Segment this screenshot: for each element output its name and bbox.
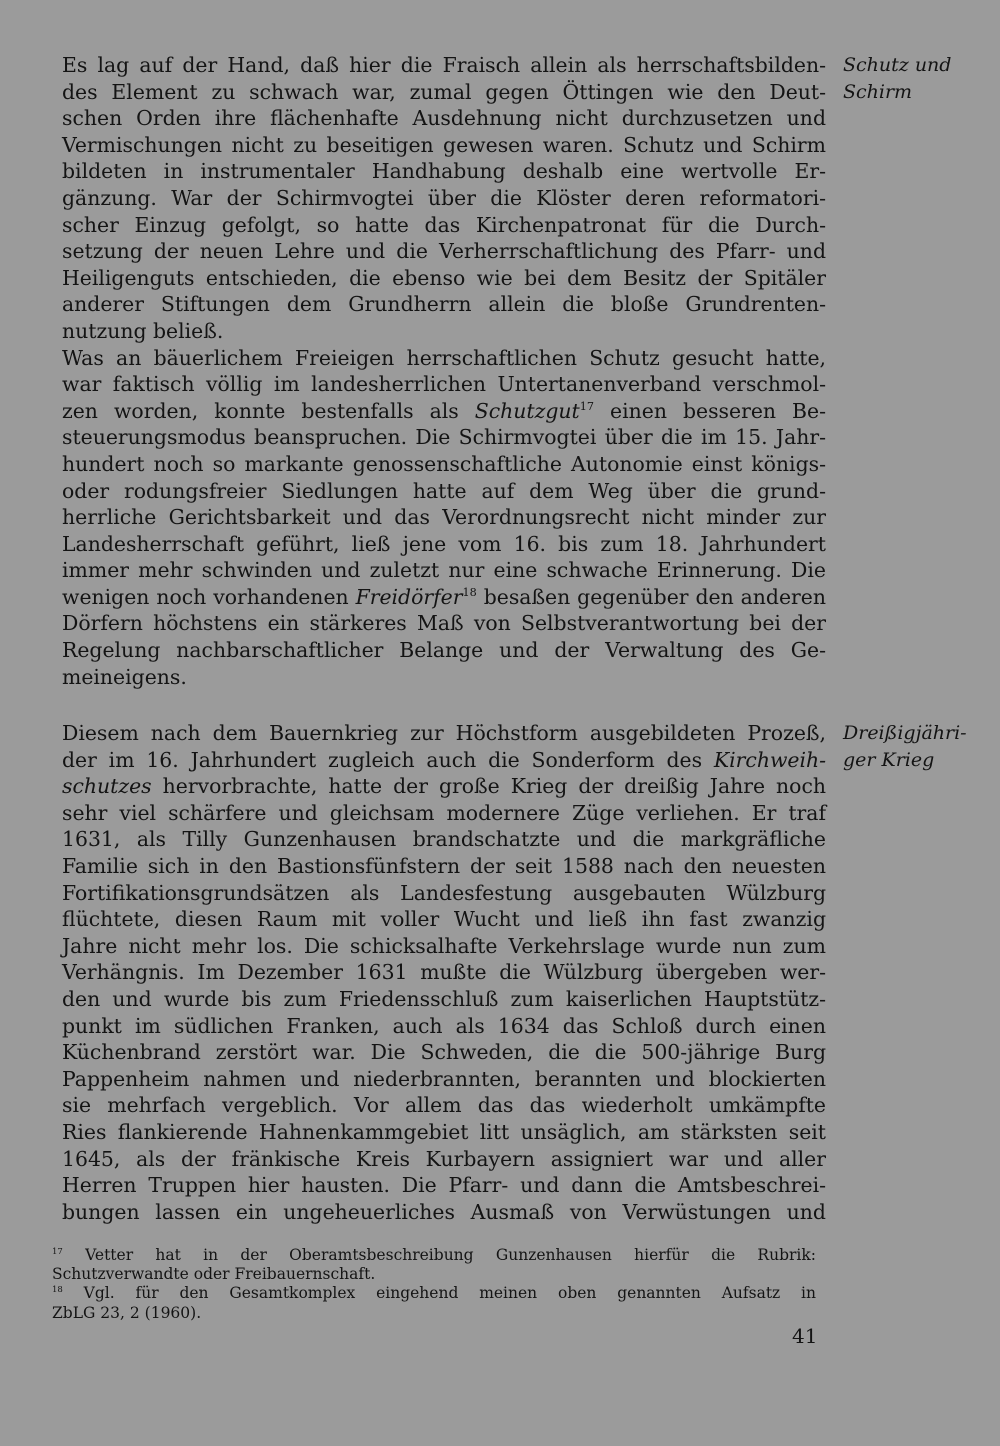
text-line: herrliche Gerichtsbarkeit und das Verordnungsrecht nicht minder zur	[62, 505, 826, 530]
text-line: 1645, als der fränkische Kreis Kurbayern assigniert war und aller	[62, 1146, 826, 1171]
text-line: Jahre nicht mehr los. Die schicksalhafte Verkehrslage wurde nun zum	[62, 933, 826, 958]
text-line: steuerungsmodus beanspruchen. Die Schirmvogtei über die im 15. Jahr-	[62, 425, 826, 450]
paragraph-3	[62, 720, 826, 1225]
margin-note-line: ger Krieg	[843, 748, 935, 771]
text-line: bungen lassen ein ungeheuerliches Ausmaß von Verwüstungen und	[62, 1199, 826, 1224]
footnote-17-cont: Schutzverwandte oder Freibauernschaft.	[52, 1265, 376, 1284]
text-line: Diesem nach dem Bauernkrieg zur Höchstform ausgebildeten Prozeß,	[62, 721, 826, 745]
text-line: setzung der neuen Lehre und die Verherrschaftlichung des Pfarr- und	[62, 239, 826, 264]
text-line: Dörfern höchstens ein stärkeres Maß von Selbstverantwortung bei der	[62, 611, 826, 636]
text-line: 1631, als Tilly Gunzenhausen brandschatzte und die markgräfliche	[62, 827, 826, 852]
text-line: bildeten in instrumentaler Handhabung deshalb eine wertvolle Er-	[62, 159, 826, 184]
emphasis-schutzes: schutzes	[62, 774, 152, 799]
footnote-18-cont: ZbLG 23, 2 (1960).	[52, 1303, 202, 1322]
text-line: Verhängnis. Im Dezember 1631 mußte die Wülzburg übergeben wer-	[62, 960, 826, 985]
text-line: Was an bäuerlichem Freieigen herrschaftlichen Schutz gesucht hatte,	[62, 345, 826, 370]
margin-note-line: Schirm	[843, 80, 913, 103]
footnote-ref-17: 17	[579, 399, 595, 413]
text-line: Pappenheim nahmen und niederbrannten, berannten und blockierten	[62, 1066, 826, 1091]
text-line: Familie sich in den Bastionsfünfstern der seit 1588 nach den neuesten	[62, 853, 826, 878]
text-line	[62, 584, 826, 611]
text-line: Regelung nachbarschaftlicher Belange und der Verwaltung des Ge-	[62, 638, 826, 663]
margin-note-line: Schutz und	[843, 54, 952, 76]
footnote-18	[52, 1284, 816, 1303]
text-line: Küchenbrand zerstört war. Die Schweden, die die 500-jährige Burg	[62, 1040, 826, 1065]
footnote-number: 17	[52, 1247, 63, 1258]
emphasis-kirchweih: Kirchweih-	[713, 747, 827, 772]
text-segment: wenigen noch vorhandenen	[62, 584, 349, 609]
text-line: Herren Truppen hier hausten. Die Pfarr- und dann die Amtsbeschrei-	[62, 1173, 826, 1198]
body-text-section-1	[62, 52, 826, 690]
margin-note-dreissigjaehriger-krieg	[843, 720, 993, 773]
text-line: des Element zu schwach war, zumal gegen Öttingen wie den Deut-	[62, 79, 826, 104]
text-line: Ries flankierende Hahnenkammgebiet litt unsäglich, am stärksten seit	[62, 1119, 826, 1144]
text-line: oder rodungsfreier Siedlungen hatte auf dem Weg über die grund-	[62, 478, 826, 503]
margin-note-line: Dreißigjähri-	[843, 722, 967, 744]
text-line: anderer Stiftungen dem Grundherrn allein die bloße Grundrenten-	[62, 292, 826, 317]
paragraph-2	[62, 345, 826, 691]
text-line	[62, 398, 826, 425]
text-line: gänzung. War der Schirmvogtei über die Klöster deren reformatori-	[62, 185, 826, 210]
paragraph-1	[62, 52, 826, 345]
text-line: meineigens.	[62, 664, 187, 689]
text-line: Es lag auf der Hand, daß hier die Fraisch allein als herrschaftsbilden-	[62, 53, 826, 77]
text-segment: hervorbrachte, hatte der große Krieg der dreißig Jahre noch	[151, 774, 826, 799]
text-segment: der im 16. Jahrhundert zugleich auch die Sonderform des	[62, 747, 703, 772]
text-segment: einen besseren Be-	[594, 398, 826, 423]
footnote-text: Vgl. für den Gesamtkomplex eingehend meinen oben genannten Aufsatz in	[62, 1284, 816, 1303]
text-line: Fortifikationsgrundsätzen als Landesfestung ausgebauten Wülzburg	[62, 880, 826, 905]
footnote-17	[52, 1246, 816, 1265]
text-line	[62, 773, 826, 800]
footnote-text: Vetter hat in der Oberamtsbeschreibung Gunzenhausen hierfür die Rubrik:	[62, 1246, 816, 1264]
text-line: hundert noch so markante genossenschaftliche Autonomie einst königs-	[62, 451, 826, 476]
text-line: nutzung beließ.	[62, 318, 224, 343]
text-line: scher Einzug gefolgt, so hatte das Kirchenpatronat für die Durch-	[62, 212, 826, 237]
text-segment: zen worden, konnte bestenfalls als	[62, 398, 459, 423]
text-line: Landesherrschaft geführt, ließ jene vom 16. bis zum 18. Jahrhundert	[62, 531, 826, 556]
emphasis-freidoerfer: Freidörfer	[355, 584, 463, 609]
text-line: den und wurde bis zum Friedensschluß zum kaiserlichen Hauptstütz-	[62, 986, 826, 1011]
text-line: Heiligenguts entschieden, die ebenso wie bei dem Besitz der Spitäler	[62, 265, 826, 290]
text-line: Vermischungen nicht zu beseitigen gewesen waren. Schutz und Schirm	[62, 132, 826, 157]
text-segment: besaßen gegenüber den anderen	[476, 584, 826, 609]
text-line: immer mehr schwinden und zuletzt nur eine schwache Erinnerung. Die	[62, 558, 826, 583]
text-line: war faktisch völlig im landesherrlichen Untertanenverband verschmol-	[62, 372, 826, 397]
page-number: 41	[792, 1324, 818, 1348]
margin-note-schutz-und-schirm	[843, 52, 993, 105]
text-line: sehr viel schärfere und gleichsam modernere Züge verliehen. Er traf	[62, 800, 826, 825]
text-line: schen Orden ihre flächenhafte Ausdehnung nicht durchzusetzen und	[62, 106, 826, 131]
footnotes	[52, 1246, 816, 1323]
text-line: sie mehrfach vergeblich. Vor allem das das wiederholt umkämpfte	[62, 1093, 826, 1118]
text-line: flüchtete, diesen Raum mit voller Wucht und ließ ihn fast zwanzig	[62, 907, 826, 932]
text-line	[62, 747, 826, 774]
footnote-number: 18	[52, 1285, 63, 1296]
footnote-ref-18: 18	[462, 586, 477, 600]
text-line: punkt im südlichen Franken, auch als 1634 das Schloß durch einen	[62, 1013, 826, 1038]
emphasis-schutzgut: Schutzgut	[474, 398, 580, 423]
